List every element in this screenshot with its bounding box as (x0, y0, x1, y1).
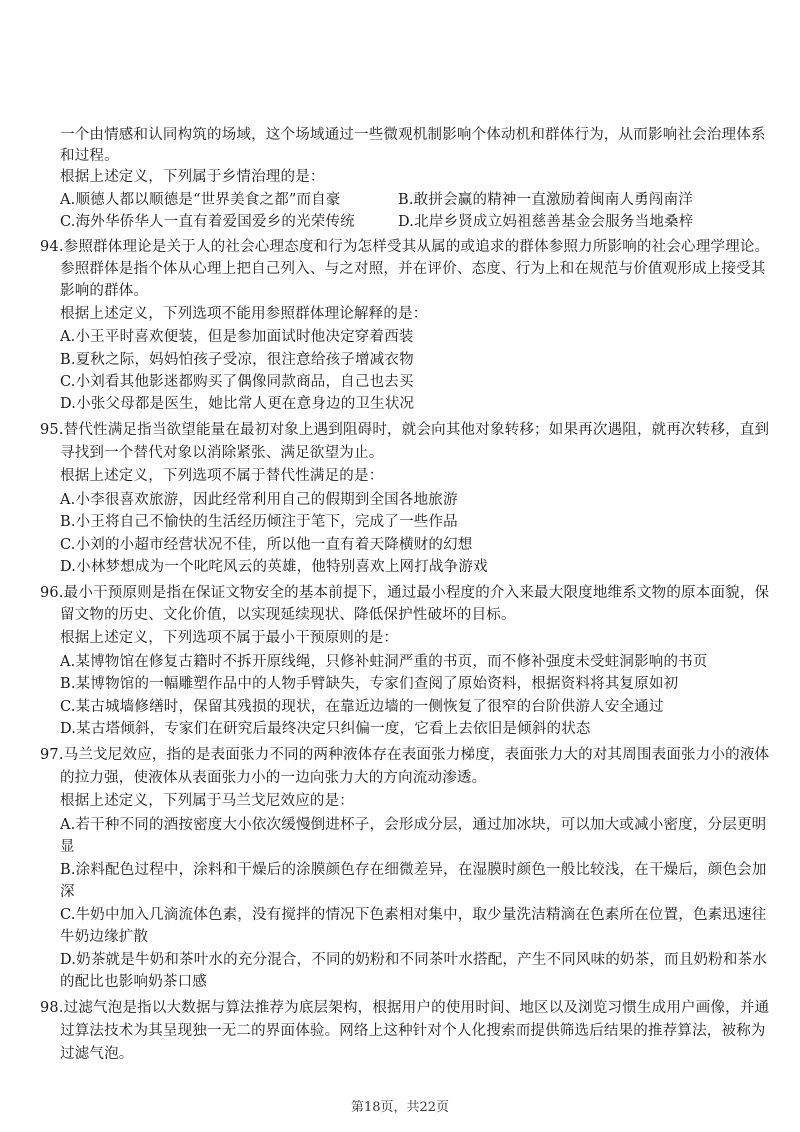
q97-option-c-line-2: 牛奶边缘扩散 (60, 929, 149, 945)
q98-line-1: 98.过滤气泡是指以大数据与算法推荐为底层架构，根据用户的使用时间、地区以及浏览习惯生成用户画像，并通 (40, 1000, 770, 1016)
intro-option-a: A.顺德人都以顺德是“世界美食之都”而自豪 (60, 192, 341, 208)
q97-line-1: 97.马兰戈尼效应，指的是表面张力不同的两种液体存在表面张力梯度，表面张力大的对其周围表面张力小的液体 (40, 747, 770, 763)
q95-option-a: A.小李很喜欢旅游，因此经常利用自己的假期到全国各地旅游 (60, 492, 458, 508)
q97-question: 根据上述定义，下列属于马兰戈尼效应的是： (60, 793, 354, 809)
q94-line-1: 94.参照群体理论是关于人的社会心理态度和行为怎样受其从属的或追求的群体参照力所影响的社会心理学理论。 (40, 239, 770, 255)
intro-option-d: D.北岸乡贤成立妈祖慈善基金会服务当地桑梓 (398, 214, 694, 230)
q94-option-c: C.小刘看其他影迷都购买了偶像同款商品，自己也去买 (60, 374, 414, 390)
q97-option-c-line-1: C.牛奶中加入几滴流体色素，没有搅拌的情况下色素相对集中，取少量洗洁精滴在色素所在位置，色素迅速往 (60, 907, 767, 923)
q96-option-b: B.某博物馆的一幅雕塑作品中的人物手臂缺失，专家们查阅了原始资料，根据资料将其复原如初 (60, 676, 679, 692)
q94-line-2: 参照群体是指个体从心理上把自己列入、与之对照，并在评价、态度、行为上和在规范与价值观形成上接受其 (60, 261, 766, 277)
q94-option-a: A.小王平时喜欢便装，但是参加面试时他决定穿着西装 (60, 329, 414, 345)
q95-question: 根据上述定义，下列选项不属于替代性满足的是： (60, 468, 384, 484)
q96-line-1: 96.最小干预原则是指在保证文物安全的基本前提下，通过最小程度的介入来最大限度地维系文物的原本面貌，保 (40, 585, 770, 601)
q96-option-d: D.某古塔倾斜，专家们在研究后最终决定只纠偏一度，它看上去依旧是倾斜的状态 (60, 721, 591, 737)
intro-question: 根据上述定义，下列属于乡情治理的是： (60, 169, 325, 185)
q97-option-a-line-1: A.若干种不同的酒按密度大小依次缓慢倒进杯子，会形成分层，通过加冰块，可以加大或减小密度，分层更明 (60, 817, 767, 833)
q95-option-b: B.小王将自己不愉快的生活经历倾注于笔下，完成了一些作品 (60, 514, 458, 530)
q94-question: 根据上述定义，下列选项不能用参照群体理论解释的是： (60, 306, 428, 322)
intro-line-2: 和过程。 (60, 148, 119, 164)
q95-option-c: C.小刘的小超市经营状况不佳，所以他一直有着天降横财的幻想 (60, 537, 473, 553)
q97-option-d-line-1: D.奶茶就是牛奶和茶叶水的充分混合，不同的奶粉和不同茶叶水搭配，产生不同风味的奶茶，而且奶粉和茶水 (60, 952, 768, 968)
q94-line-3: 影响的群体。 (60, 283, 149, 299)
q97-option-b-line-1: B.涂料配色过程中，涂料和干燥后的涂膜颜色存在细微差异，在湿膜时颜色一般比较浅，在干燥后，颜色会加 (60, 862, 767, 878)
q94-option-b: B.夏秋之际，妈妈怕孩子受凉，很注意给孩子增减衣物 (60, 352, 414, 368)
q96-question: 根据上述定义，下列选项不属于最小干预原则的是： (60, 630, 399, 646)
q96-option-a: A.某博物馆在修复古籍时不拆开原线绳，只修补蛀洞严重的书页，而不修补强度未受蛀洞影响的书页 (60, 654, 708, 670)
q97-option-b-line-2: 深 (60, 884, 75, 900)
page-number: 第18页，共22页 (350, 1100, 450, 1115)
q95-line-1: 95.替代性满足指当欲望能量在最初对象上遇到阻碍时，就会向其他对象转移；如果再次遇阻，就再次转移，直到 (40, 422, 770, 438)
q94-option-d: D.小张父母都是医生，她比常人更在意身边的卫生状况 (60, 396, 415, 412)
q95-option-d: D.小林梦想成为一个叱咤风云的英雄，他特别喜欢上网打战争游戏 (60, 559, 488, 575)
q96-option-c: C.某古城墙修缮时，保留其残损的现状，在靠近边墙的一侧恢复了很窄的台阶供游人安全通过 (60, 699, 664, 715)
intro-option-b: B.敢拼会赢的精神一直激励着闽南人勇闯南洋 (398, 192, 693, 208)
intro-option-c: C.海外华侨华人一直有着爱国爱乡的光荣传统 (60, 214, 355, 230)
intro-line-1: 一个由情感和认同构筑的场域，这个场域通过一些微观机制影响个体动机和群体行为，从而影响社会治理体系 (60, 127, 766, 143)
q97-line-2: 的拉力强，使液体从表面张力小的一边向张力大的方向流动渗透。 (60, 770, 487, 786)
q97-option-d-line-2: 的配比也影响奶茶口感 (60, 974, 207, 990)
q96-line-2: 留文物的历史、文化价值，以实现延续现状、降低保护性破坏的目标。 (60, 607, 516, 623)
q97-option-a-line-2: 显 (60, 839, 75, 855)
q98-line-2: 过算法技术为其呈现独一无二的界面体验。网络上这种针对个人化搜索而提供筛选后结果的推荐算法，被称为 (60, 1023, 766, 1039)
q95-line-2: 寻找到一个替代对象以消除紧张、满足欲望为止。 (60, 445, 384, 461)
q98-line-3: 过滤气泡。 (60, 1046, 134, 1062)
